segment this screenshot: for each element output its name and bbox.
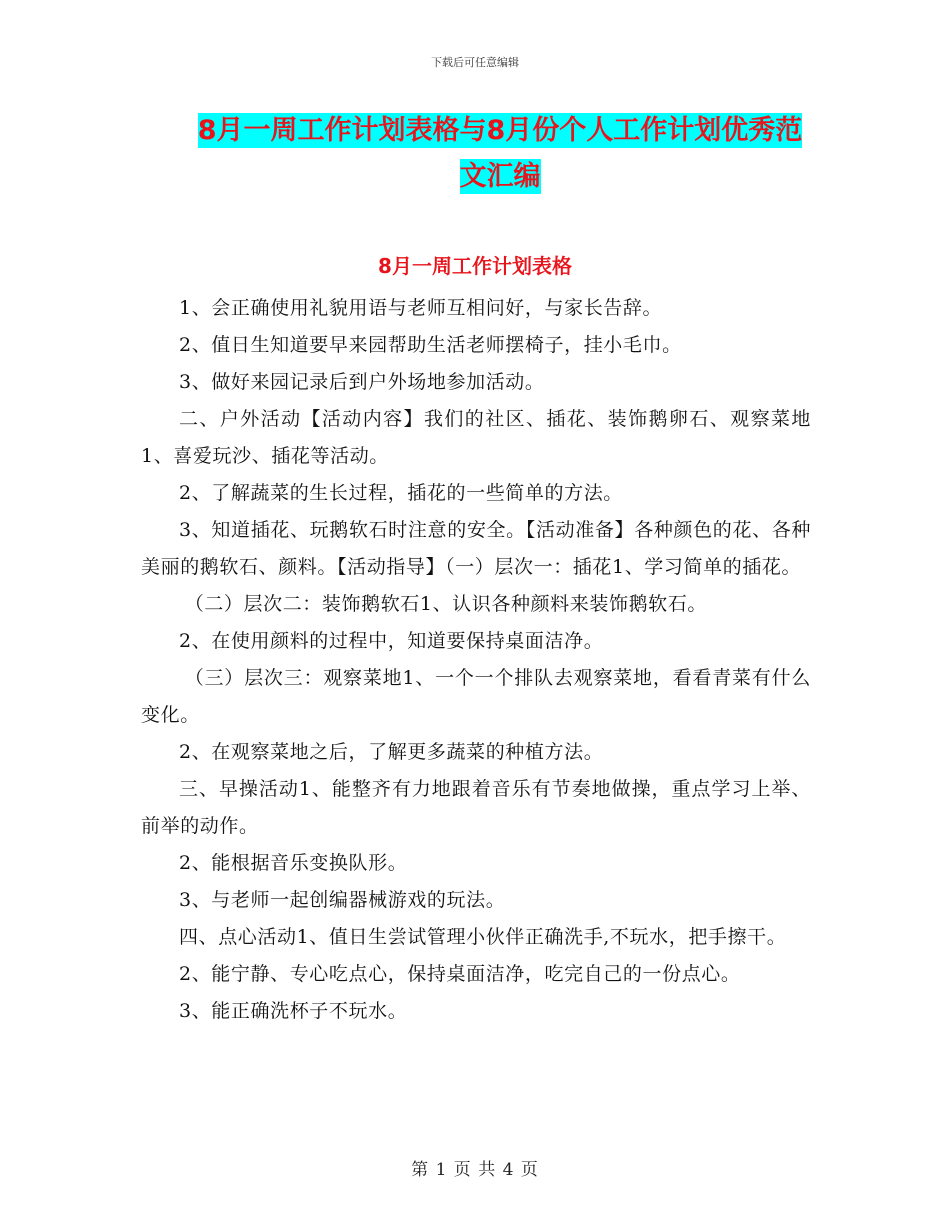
paragraph: 2、能宁静、专心吃点心，保持桌面洁净，吃完自己的一份点心。 [179,963,741,985]
section-title: 8月一周工作计划表格 [378,254,572,278]
paragraph: 3、与老师一起创编器械游戏的玩法。 [179,889,506,911]
paragraph: 2、在观察菜地之后，了解更多蔬菜的种植方法。 [179,741,604,763]
paragraph: 3、做好来园记录后到户外场地参加活动。 [179,371,545,393]
document-title [185,108,815,200]
paragraph: 2、能根据音乐变换队形。 [179,852,408,874]
paragraph: （二）层次二：装饰鹅软石1、认识各种颜料来装饰鹅软石。 [184,593,707,615]
paragraph: 2、在使用颜料的过程中，知道要保持桌面洁净。 [179,630,604,652]
paragraph: 3、能正确洗杯子不玩水。 [179,1000,408,1022]
paragraph: 二、户外活动【活动内容】我们的社区、插花、装饰鹅卵石、观察菜地1、喜爱玩沙、插花等活动。 [141,408,811,467]
paragraph: 三、早操活动1、能整齐有力地跟着音乐有节奏地做操，重点学习上举、前举的动作。 [141,778,811,837]
paragraph: 2、值日生知道要早来园帮助生活老师摆椅子，挂小毛巾。 [179,334,682,356]
document-body [141,290,811,1030]
paragraph: 1、会正确使用礼貌用语与老师互相问好，与家长告辞。 [179,297,663,319]
page-footer: 第 1 页 共 4 页 [411,1160,539,1180]
paragraph: 2、了解蔬菜的生长过程，插花的一些简单的方法。 [179,482,623,504]
paragraph: 四、点心活动1、值日生尝试管理小伙伴正确洗手,不玩水，把手擦干。 [179,926,787,948]
paragraph: 3、知道插花、玩鹅软石时注意的安全。【活动准备】各种颜色的花、各种美丽的鹅软石、颜料。【活动指导】（一）层次一：插花1、学习简单的插花。 [141,519,811,578]
document-title-text: 8月一周工作计划表格与8月份个人工作计划优秀范文汇编 [197,115,803,192]
header-note: 下载后可任意编辑 [431,56,519,69]
paragraph: （三）层次三：观察菜地1、一个一个排队去观察菜地，看看青菜有什么变化。 [141,667,811,726]
